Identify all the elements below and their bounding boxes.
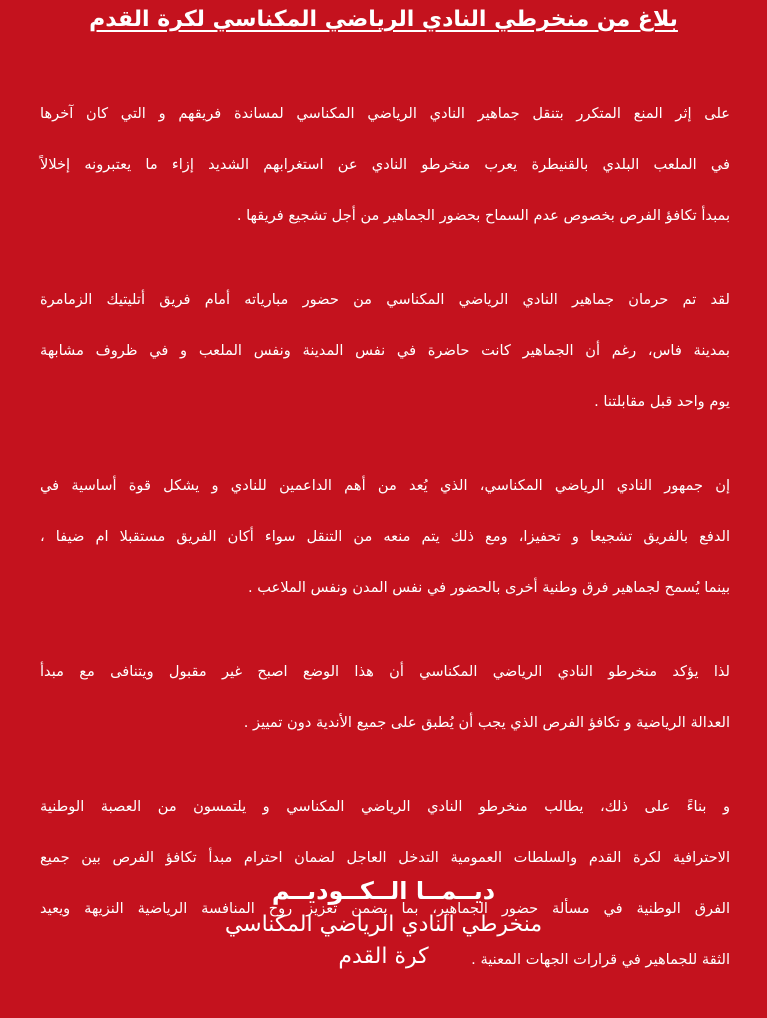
signature-organization: منخرطي النادي الرياضي المكناسي (224, 912, 543, 937)
document-title: بلاغ من منخرطي النادي الرياضي المكناسي لكرة القدم (89, 7, 678, 32)
paragraph-line: الاحترافية لكرة القدم والسلطات العمومية التدخل العاجل لضمان احترام مبدأ تكافؤ الفرص بين جميع (40, 849, 730, 866)
paragraph-line: بمدينة فاس، رغم أن الجماهير كانت حاضرة في نفس المدينة ونفس الملعب و في ظروف مشابهة (40, 342, 730, 359)
paragraph-4 (40, 646, 730, 748)
paragraph-line: لذا يؤكد منخرطو النادي الرياضي المكناسي أن هذا الوضع اصبح غير مقبول ويتنافى مع مبدأ (40, 663, 730, 680)
paragraph-line: يوم واحد قبل مقابلتنا . (594, 393, 730, 410)
paragraph-line: لقد تم حرمان جماهير النادي الرياضي المكناسي من حضور مبارياته أمام فريق أتليتيك الزمامرة (40, 291, 730, 308)
paragraph-line: إن جمهور النادي الرياضي المكناسي، الذي يُعد من أهم الداعمين للنادي و يشكل قوة أساسية في (40, 477, 730, 494)
signature-name: ديــمــا الــكــوديــم (271, 877, 496, 905)
paragraph-line: على إثر المنع المتكرر بتنقل جماهير النادي الرياضي المكناسي لمساندة فريقهم و التي كان آخرها (40, 105, 730, 122)
paragraph-line: الدفع بالفريق تشجيعا و تحفيزا، ومع ذلك يتم منعه من التنقل سواء أكان الفريق مستقبلا ام ضيفا ، (40, 528, 730, 545)
paragraph-line: بمبدأ تكافؤ الفرص بخصوص عدم السماح بحضور الجماهير من أجل تشجيع فريقها . (236, 207, 730, 224)
paragraph-line: بينما يُسمح لجماهير فرق وطنية أخرى بالحضور في نفس المدن ونفس الملاعب . (248, 579, 730, 596)
paragraph-line: الفرق الوطنية في مسألة حضور الجماهير، بما يضمن تعزيز روح المنافسة الرياضية النزيهة ويعيد (40, 900, 730, 917)
paragraph-1 (40, 88, 730, 241)
paragraph-line: الثقة للجماهير في قرارات الجهات المعنية . (471, 951, 730, 968)
signature-subtitle: كرة القدم (338, 944, 429, 969)
paragraph-line: العدالة الرياضية و تكافؤ الفرص الذي يجب أن يُطبق على جميع الأندية دون تمييز . (243, 714, 730, 731)
signature-block (0, 876, 767, 972)
paragraph-line: في الملعب البلدي بالقنيطرة يعرب منخرطو النادي عن استغرابهم الشديد إزاء ما يعتبرونه إخلالاً (40, 156, 730, 173)
paragraph-line: و بناءً على ذلك، يطالب منخرطو النادي الرياضي المكناسي و يلتمسون من العصبة الوطنية (40, 798, 730, 815)
paragraph-2 (40, 274, 730, 427)
paragraph-3 (40, 460, 730, 613)
